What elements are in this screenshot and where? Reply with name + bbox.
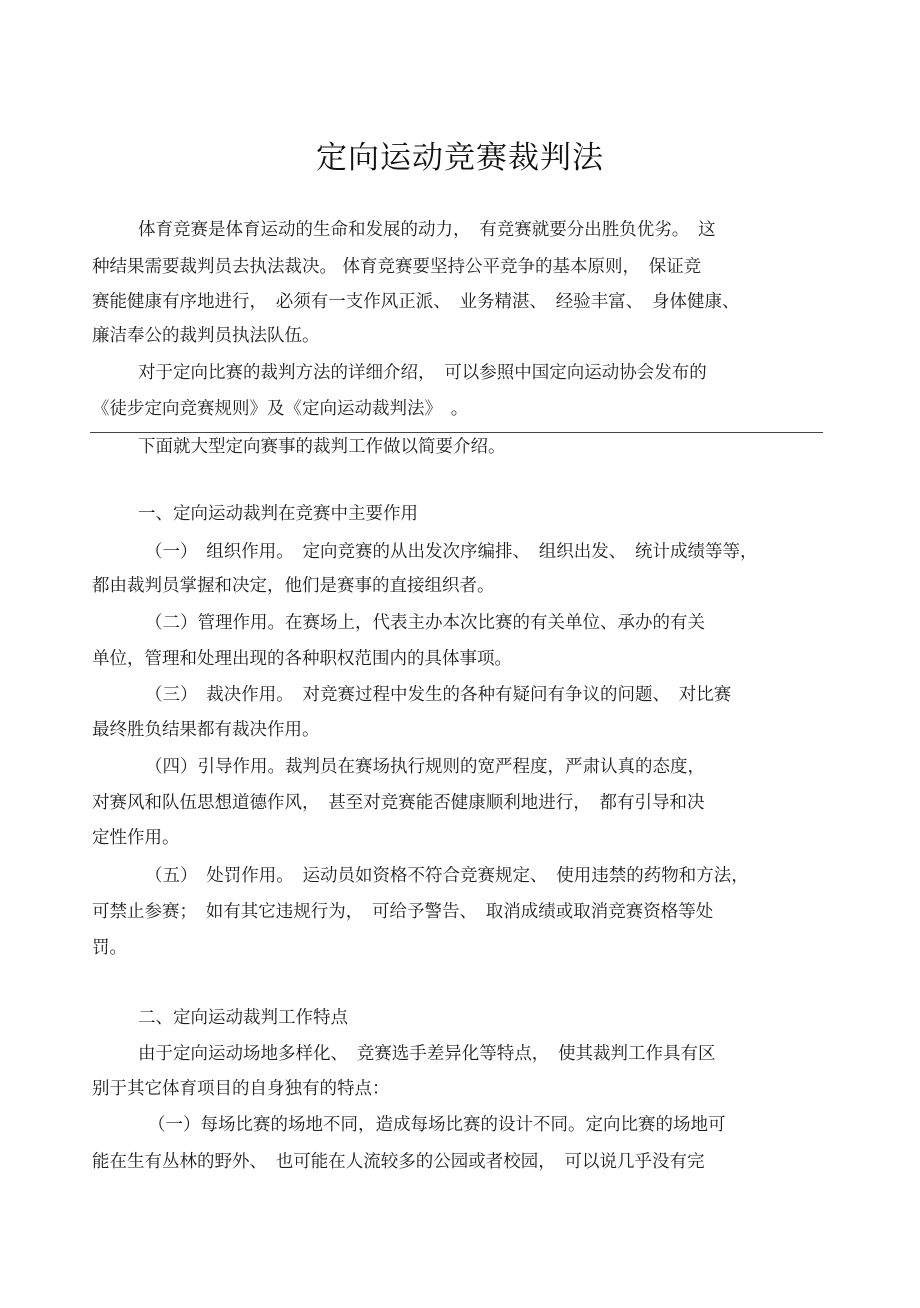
intro-line-1: 体育竞赛是体育运动的生命和发展的动力， 有竞赛就要分出胜负优劣。 这 <box>138 220 716 240</box>
section1-item5-line1: （五） 处罚作用。 运动员如资格不符合竞赛规定、 使用违禁的药物和方法， <box>145 866 749 886</box>
section2-item1-line2: 能在生有丛林的野外、 也可能在人流较多的公园或者校园， 可以说几乎没有完 <box>92 1152 705 1172</box>
overview-line: 下面就大型定向赛事的裁判工作做以简要介绍。 <box>138 437 506 457</box>
section1-item3-line1: （三） 裁决作用。 对竞赛过程中发生的各种有疑问有争议的问题、 对比赛 <box>145 685 732 705</box>
intro-line-4: 廉洁奉公的裁判员执法队伍。 <box>92 326 320 346</box>
intro-line-2: 种结果需要裁判员去执法裁决。 体育竞赛要坚持公平竞争的基本原则， 保证竞 <box>92 257 702 277</box>
document-title: 定向运动竞赛裁判法 <box>316 140 604 176</box>
section1-item4-line1: （四）引导作用。裁判员在赛场执行规则的宽严程度，严肃认真的态度， <box>145 757 705 777</box>
section1-item5-line2: 可禁止参赛； 如有其它违规行为， 可给予警告、 取消成绩或取消竞赛资格等处 <box>92 902 714 922</box>
section2-item1-line1: （一）每场比赛的场地不同，造成每场比赛的设计不同。定向比赛的场地可 <box>148 1115 726 1135</box>
reference-line-2: 《徒步定向竞赛规则》及《定向运动裁判法》 。 <box>92 399 469 419</box>
section1-item1-line2: 都由裁判员掌握和决定，他们是赛事的直接组织者。 <box>92 576 495 596</box>
section2-heading: 二、定向运动裁判工作特点 <box>138 1008 348 1028</box>
section1-item4-line2: 对赛风和队伍思想道德作风， 甚至对竞赛能否健康顺利地进行， 都有引导和决 <box>92 793 705 813</box>
section2-intro-line2: 别于其它体育项目的自身独有的特点： <box>92 1079 390 1099</box>
section1-item2-line1: （二）管理作用。在赛场上，代表主办本次比赛的有关单位、承办的有关 <box>145 613 705 633</box>
section1-item1-line1: （一） 组织作用。 定向竞赛的从出发次序编排、 组织出发、 统计成绩等等， <box>145 542 758 562</box>
horizontal-divider <box>90 432 823 433</box>
section1-item3-line2: 最终胜负结果都有裁决作用。 <box>92 720 320 740</box>
section1-item2-line2: 单位，管理和处理出现的各种职权范围内的具体事项。 <box>92 649 512 669</box>
section1-item5-line3: 罚。 <box>92 938 127 958</box>
section1-heading: 一、定向运动裁判在竞赛中主要作用 <box>138 504 418 524</box>
section1-item4-line3: 定性作用。 <box>92 828 180 848</box>
reference-line-1: 对于定向比赛的裁判方法的详细介绍， 可以参照中国定向运动协会发布的 <box>138 363 707 383</box>
intro-line-3: 赛能健康有序地进行， 必须有一支作风正派、 业务精湛、 经验丰富、 身体健康、 <box>92 292 740 312</box>
section2-intro-line1: 由于定向运动场地多样化、 竞赛选手差异化等特点， 使其裁判工作具有区 <box>138 1044 716 1064</box>
